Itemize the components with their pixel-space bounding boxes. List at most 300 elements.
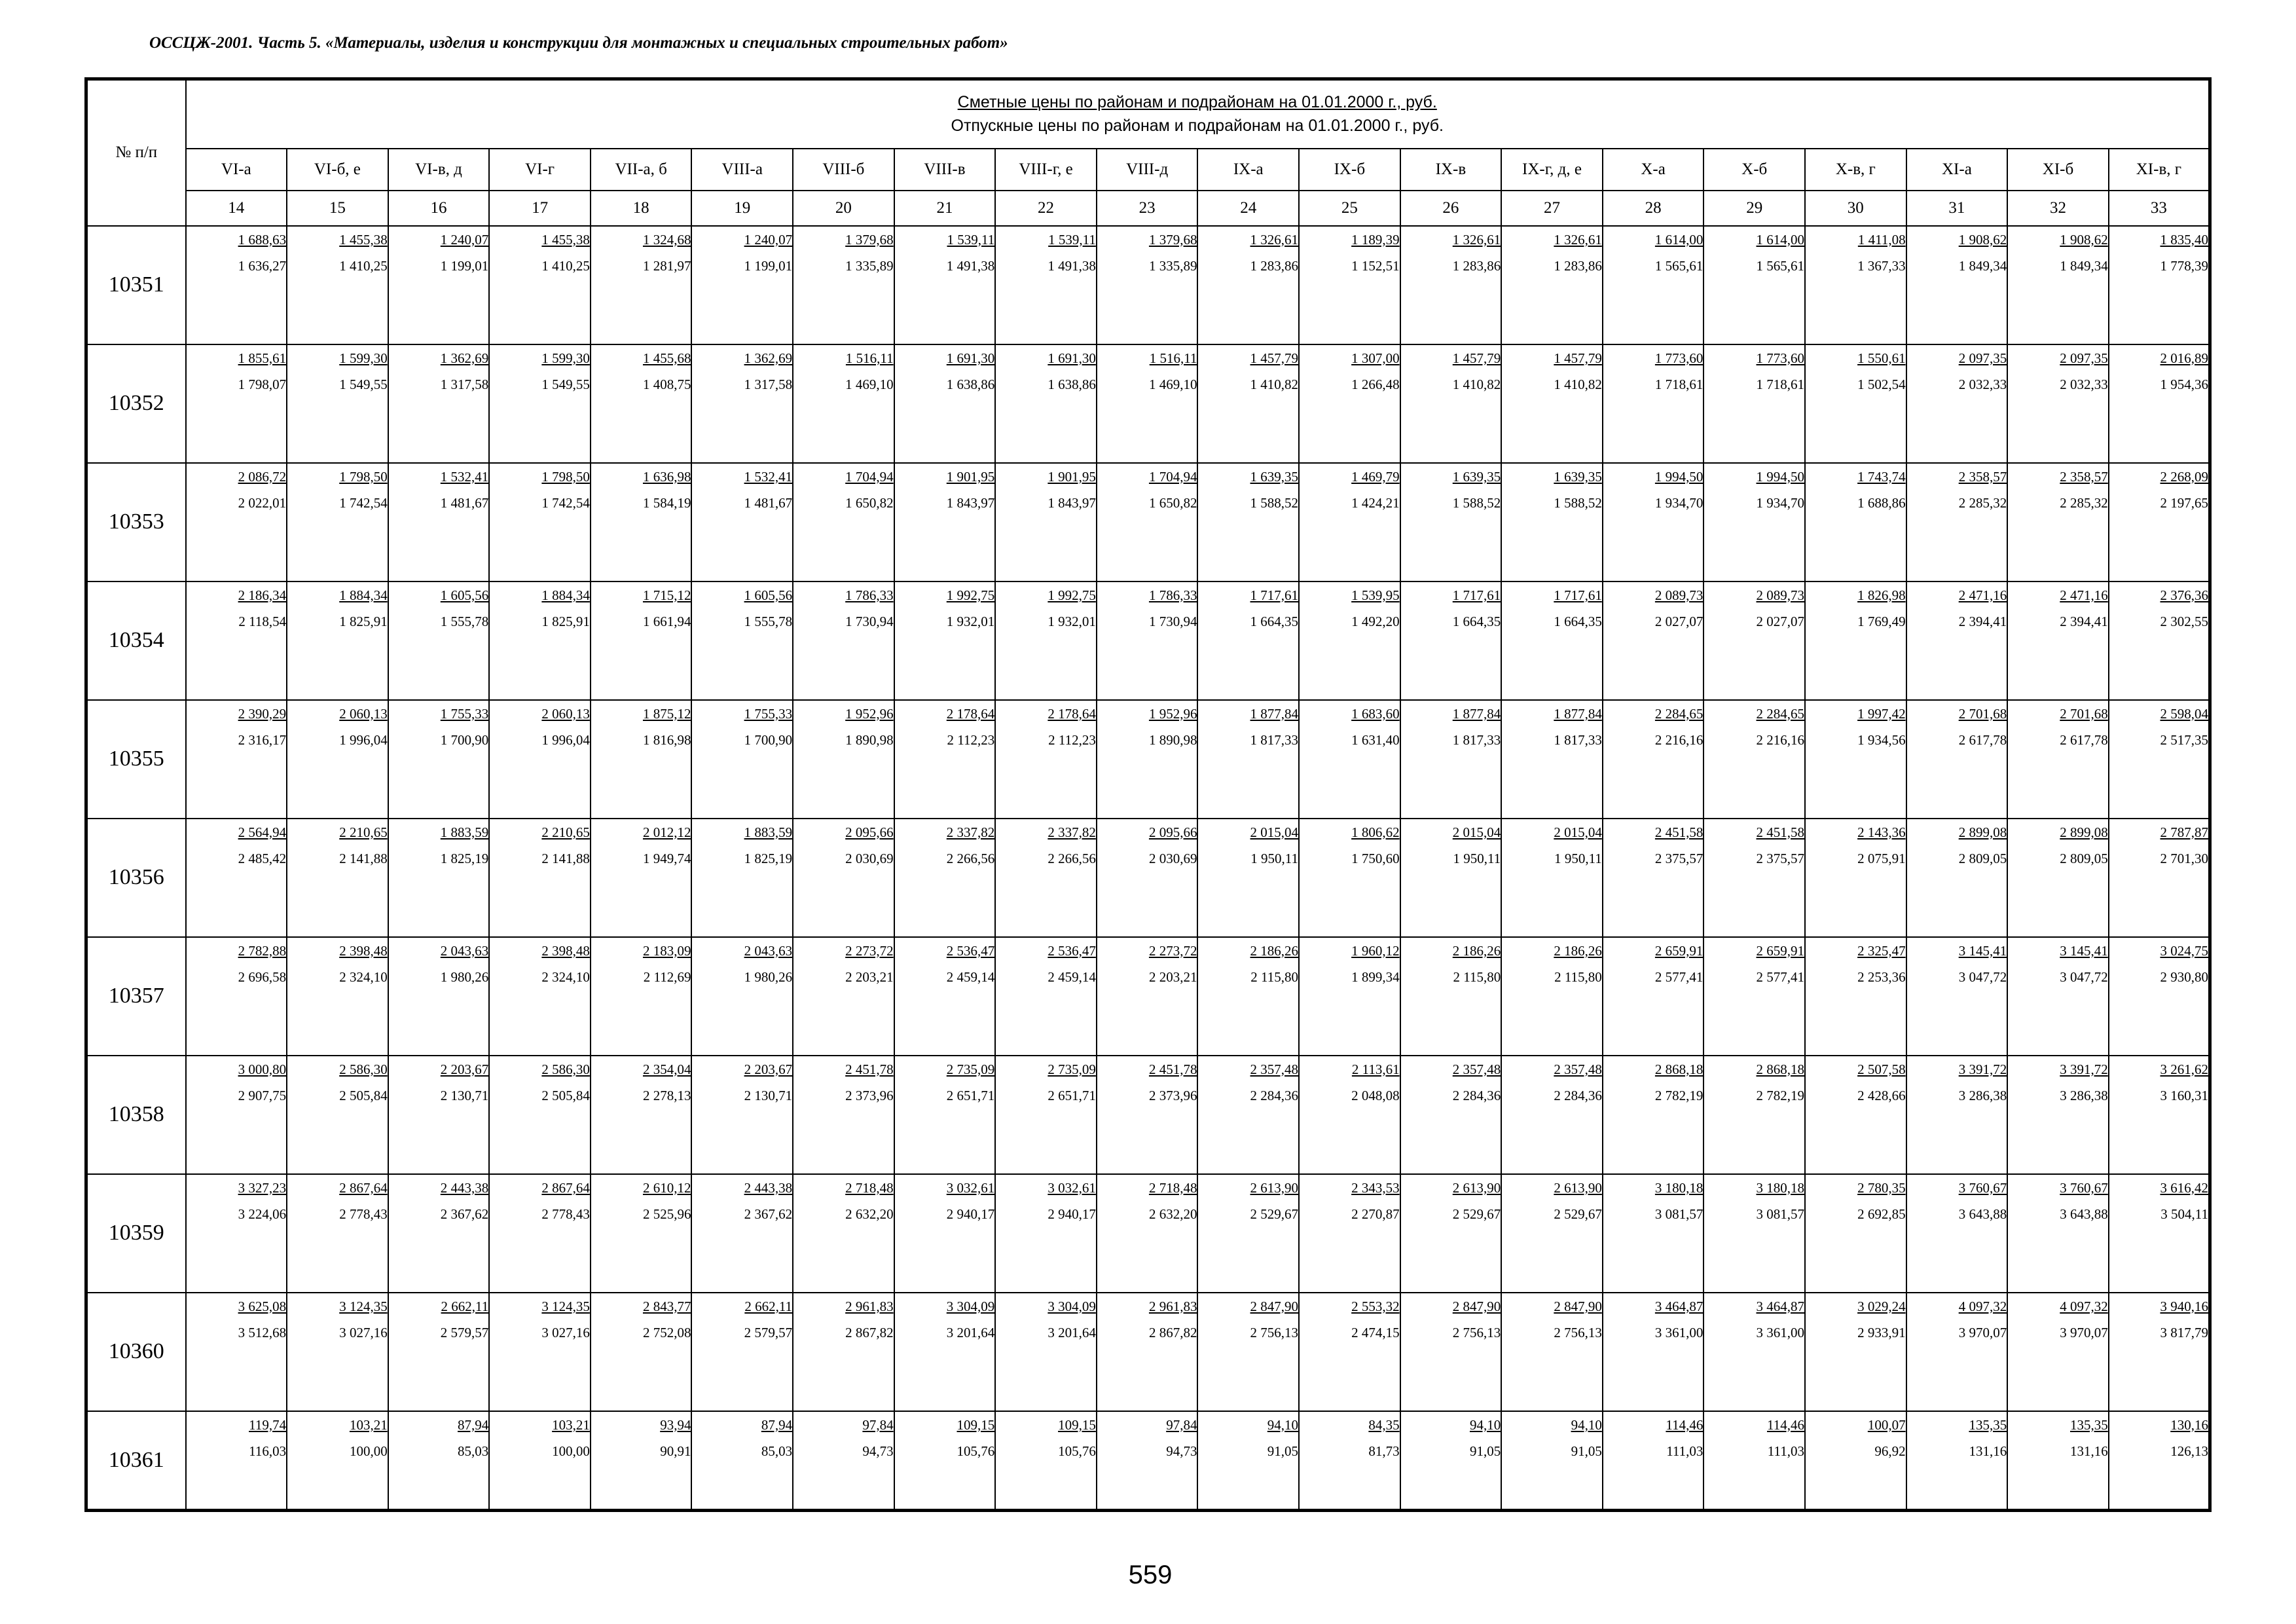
release-price: 2 756,13 bbox=[1250, 1324, 1299, 1340]
release-price: 2 756,13 bbox=[1554, 1324, 1602, 1340]
price-cell bbox=[591, 700, 692, 819]
release-price: 1 932,01 bbox=[946, 613, 995, 629]
estimate-price: 3 180,18 bbox=[1756, 1179, 1804, 1196]
price-cell bbox=[388, 1293, 490, 1411]
price-cell bbox=[691, 226, 793, 344]
release-price: 2 517,35 bbox=[2160, 731, 2208, 748]
column-number: 29 bbox=[1704, 191, 1805, 226]
estimate-price: 3 024,75 bbox=[2160, 942, 2208, 959]
release-price: 2 505,84 bbox=[541, 1087, 590, 1103]
table-row bbox=[86, 226, 2210, 344]
estimate-price: 2 089,73 bbox=[1756, 587, 1804, 603]
estimate-price: 1 379,68 bbox=[1148, 231, 1197, 248]
release-price: 1 825,91 bbox=[339, 613, 388, 629]
price-cell bbox=[287, 463, 388, 581]
release-price: 1 899,34 bbox=[1351, 969, 1400, 985]
estimate-price: 103,21 bbox=[552, 1416, 590, 1433]
release-price: 1 843,97 bbox=[946, 494, 995, 511]
release-price: 2 302,55 bbox=[2160, 613, 2208, 629]
release-price: 1 492,20 bbox=[1351, 613, 1400, 629]
price-cell bbox=[2007, 226, 2109, 344]
price-cell bbox=[388, 581, 490, 700]
estimate-price: 94,10 bbox=[1571, 1416, 1602, 1433]
release-price: 2 525,96 bbox=[642, 1206, 691, 1222]
price-cell bbox=[1704, 1411, 1805, 1511]
price-cell bbox=[1906, 463, 2008, 581]
estimate-price: 2 357,48 bbox=[1554, 1061, 1602, 1077]
price-cell bbox=[691, 1411, 793, 1511]
price-cell bbox=[995, 819, 1097, 937]
release-price: 2 529,67 bbox=[1554, 1206, 1602, 1222]
column-number: 25 bbox=[1299, 191, 1400, 226]
estimate-price: 94,10 bbox=[1469, 1416, 1501, 1433]
release-price: 85,03 bbox=[458, 1443, 489, 1459]
estimate-price: 2 186,26 bbox=[1554, 942, 1602, 959]
price-cell bbox=[1906, 581, 2008, 700]
release-price: 2 284,36 bbox=[1452, 1087, 1501, 1103]
price-cell bbox=[793, 1056, 894, 1174]
release-price: 2 617,78 bbox=[1958, 731, 2007, 748]
release-price: 2 373,96 bbox=[845, 1087, 894, 1103]
estimate-price: 1 798,50 bbox=[339, 468, 388, 485]
release-price: 91,05 bbox=[1571, 1443, 1602, 1459]
column-number: 30 bbox=[1805, 191, 1906, 226]
release-price: 3 081,57 bbox=[1756, 1206, 1804, 1222]
release-price: 2 203,21 bbox=[845, 969, 894, 985]
np-header: № п/п bbox=[86, 79, 186, 226]
price-cell bbox=[2109, 463, 2210, 581]
release-price: 1 664,35 bbox=[1554, 613, 1602, 629]
price-cell bbox=[1501, 581, 1603, 700]
price-cell bbox=[186, 819, 287, 937]
item-code: 10358 bbox=[86, 1056, 186, 1174]
table-body bbox=[86, 226, 2210, 1511]
release-price: 2 022,01 bbox=[238, 494, 287, 511]
release-price: 1 849,34 bbox=[1958, 257, 2007, 274]
estimate-price: 4 097,32 bbox=[2060, 1298, 2108, 1314]
price-cell bbox=[1906, 226, 2008, 344]
column-number: 26 bbox=[1400, 191, 1502, 226]
price-cell bbox=[2109, 1293, 2210, 1411]
price-cell bbox=[186, 344, 287, 463]
release-price: 1 950,11 bbox=[1554, 850, 1602, 866]
price-cell bbox=[1299, 1174, 1400, 1293]
release-price: 3 643,88 bbox=[2060, 1206, 2108, 1222]
estimate-price: 2 343,53 bbox=[1351, 1179, 1400, 1196]
price-cell bbox=[287, 819, 388, 937]
price-cell bbox=[1501, 344, 1603, 463]
estimate-price: 2 553,32 bbox=[1351, 1298, 1400, 1314]
estimate-price: 1 688,63 bbox=[238, 231, 287, 248]
release-price: 2 375,57 bbox=[1756, 850, 1804, 866]
release-price: 1 549,55 bbox=[339, 376, 388, 392]
estimate-price: 1 455,38 bbox=[339, 231, 388, 248]
price-cell bbox=[894, 819, 996, 937]
price-cell bbox=[489, 1056, 591, 1174]
release-price: 3 027,16 bbox=[339, 1324, 388, 1340]
price-cell bbox=[1805, 581, 1906, 700]
price-cell bbox=[186, 937, 287, 1056]
release-price: 1 481,67 bbox=[440, 494, 489, 511]
release-price: 105,76 bbox=[1058, 1443, 1096, 1459]
estimate-price: 1 883,59 bbox=[440, 824, 489, 840]
estimate-price: 1 550,61 bbox=[1857, 350, 1906, 366]
release-price: 1 661,94 bbox=[642, 613, 691, 629]
estimate-price: 3 616,42 bbox=[2160, 1179, 2208, 1196]
release-price: 2 316,17 bbox=[238, 731, 287, 748]
release-price: 2 115,80 bbox=[1250, 969, 1299, 985]
price-cell bbox=[1097, 1411, 1198, 1511]
price-cell bbox=[2007, 344, 2109, 463]
release-price: 1 718,61 bbox=[1756, 376, 1804, 392]
region-header: IX-б bbox=[1299, 149, 1400, 191]
price-cell bbox=[186, 1411, 287, 1511]
estimate-price: 1 691,30 bbox=[1048, 350, 1096, 366]
release-price: 2 278,13 bbox=[642, 1087, 691, 1103]
price-cell bbox=[1805, 819, 1906, 937]
estimate-price: 2 095,66 bbox=[845, 824, 894, 840]
price-cell bbox=[793, 344, 894, 463]
region-header: IX-а bbox=[1197, 149, 1299, 191]
price-cell bbox=[1400, 581, 1502, 700]
price-cell bbox=[793, 1411, 894, 1511]
release-price: 3 361,00 bbox=[1756, 1324, 1804, 1340]
price-cell bbox=[1501, 1411, 1603, 1511]
price-cell bbox=[1805, 700, 1906, 819]
estimate-price: 2 015,04 bbox=[1452, 824, 1501, 840]
price-cell bbox=[1805, 463, 1906, 581]
price-cell bbox=[1906, 1293, 2008, 1411]
estimate-price: 1 539,11 bbox=[947, 231, 995, 248]
release-price: 2 118,54 bbox=[238, 613, 287, 629]
region-header: VIII-б bbox=[793, 149, 894, 191]
price-cell bbox=[995, 463, 1097, 581]
release-price: 2 577,41 bbox=[1654, 969, 1704, 985]
estimate-price: 2 337,82 bbox=[1048, 824, 1096, 840]
release-price: 1 367,33 bbox=[1857, 257, 1906, 274]
estimate-price: 2 183,09 bbox=[642, 942, 691, 959]
release-price: 2 032,33 bbox=[1958, 376, 2007, 392]
price-cell bbox=[1197, 581, 1299, 700]
estimate-price: 1 326,61 bbox=[1250, 231, 1299, 248]
release-price: 2 577,41 bbox=[1756, 969, 1804, 985]
release-price: 1 152,51 bbox=[1351, 257, 1400, 274]
estimate-price: 1 636,98 bbox=[642, 468, 691, 485]
price-cell bbox=[894, 1411, 996, 1511]
release-price: 111,03 bbox=[1767, 1443, 1804, 1459]
estimate-price: 3 304,09 bbox=[1048, 1298, 1096, 1314]
column-number: 27 bbox=[1501, 191, 1603, 226]
release-price: 2 930,80 bbox=[2160, 969, 2208, 985]
price-cell bbox=[1603, 344, 1704, 463]
item-code: 10359 bbox=[86, 1174, 186, 1293]
release-price: 96,92 bbox=[1874, 1443, 1906, 1459]
price-cell bbox=[1501, 819, 1603, 937]
estimate-price: 2 358,57 bbox=[1958, 468, 2007, 485]
estimate-price: 87,94 bbox=[458, 1416, 489, 1433]
release-price: 3 201,64 bbox=[1048, 1324, 1096, 1340]
release-price: 2 940,17 bbox=[946, 1206, 995, 1222]
release-price: 2 459,14 bbox=[946, 969, 995, 985]
release-price: 2 394,41 bbox=[1958, 613, 2007, 629]
release-price: 2 324,10 bbox=[339, 969, 388, 985]
price-cell bbox=[894, 226, 996, 344]
release-price: 2 253,36 bbox=[1857, 969, 1906, 985]
estimate-price: 1 884,34 bbox=[339, 587, 388, 603]
release-price: 2 030,69 bbox=[845, 850, 894, 866]
estimate-price: 1 639,35 bbox=[1554, 468, 1602, 485]
estimate-price: 2 186,34 bbox=[238, 587, 287, 603]
estimate-price: 3 760,67 bbox=[1958, 1179, 2007, 1196]
estimate-price: 2 284,65 bbox=[1654, 705, 1704, 722]
estimate-price: 2 284,65 bbox=[1756, 705, 1804, 722]
estimate-price: 2 451,58 bbox=[1654, 824, 1704, 840]
estimate-price: 2 701,68 bbox=[1958, 705, 2007, 722]
price-cell bbox=[1906, 1174, 2008, 1293]
release-price: 1 718,61 bbox=[1654, 376, 1704, 392]
release-price: 2 130,71 bbox=[440, 1087, 489, 1103]
price-cell bbox=[793, 581, 894, 700]
estimate-price: 1 411,08 bbox=[1857, 231, 1906, 248]
price-cell bbox=[591, 819, 692, 937]
estimate-price: 2 089,73 bbox=[1654, 587, 1704, 603]
release-price: 3 201,64 bbox=[946, 1324, 995, 1340]
price-cell bbox=[1603, 1411, 1704, 1511]
release-price: 111,03 bbox=[1666, 1443, 1704, 1459]
release-price: 1 700,90 bbox=[744, 731, 793, 748]
release-price: 1 283,86 bbox=[1250, 257, 1299, 274]
estimate-price: 119,74 bbox=[249, 1416, 287, 1433]
release-price: 2 203,21 bbox=[1148, 969, 1197, 985]
estimate-price: 2 662,11 bbox=[441, 1298, 489, 1314]
price-cell bbox=[489, 1411, 591, 1511]
price-cell bbox=[186, 1293, 287, 1411]
price-cell bbox=[1805, 937, 1906, 1056]
price-cell bbox=[1400, 1293, 1502, 1411]
price-cell bbox=[1299, 819, 1400, 937]
estimate-price: 2 718,48 bbox=[845, 1179, 894, 1196]
estimate-price: 1 326,61 bbox=[1452, 231, 1501, 248]
price-cell bbox=[894, 581, 996, 700]
release-price: 3 361,00 bbox=[1654, 1324, 1704, 1340]
region-header: VIII-а bbox=[691, 149, 793, 191]
price-cell bbox=[1400, 937, 1502, 1056]
estimate-price: 135,35 bbox=[1969, 1416, 2007, 1433]
release-price: 1 816,98 bbox=[642, 731, 691, 748]
price-cell bbox=[388, 1411, 490, 1511]
estimate-price: 3 464,87 bbox=[1654, 1298, 1704, 1314]
estimate-price: 1 997,42 bbox=[1857, 705, 1906, 722]
estimate-price: 2 095,66 bbox=[1148, 824, 1197, 840]
price-cell bbox=[1400, 700, 1502, 819]
estimate-price: 2 337,82 bbox=[946, 824, 995, 840]
release-price: 1 650,82 bbox=[845, 494, 894, 511]
estimate-price: 2 210,65 bbox=[339, 824, 388, 840]
release-price: 2 651,71 bbox=[946, 1087, 995, 1103]
estimate-price: 2 961,83 bbox=[845, 1298, 894, 1314]
release-price: 1 408,75 bbox=[642, 376, 691, 392]
item-code: 10355 bbox=[86, 700, 186, 819]
price-cell bbox=[591, 226, 692, 344]
price-cell bbox=[287, 937, 388, 1056]
estimate-price: 3 124,35 bbox=[339, 1298, 388, 1314]
column-number: 14 bbox=[186, 191, 287, 226]
price-cell bbox=[1906, 819, 2008, 937]
estimate-price: 93,94 bbox=[660, 1416, 691, 1433]
price-cell bbox=[388, 226, 490, 344]
estimate-price: 2 376,36 bbox=[2160, 587, 2208, 603]
release-price: 100,00 bbox=[349, 1443, 388, 1459]
price-cell bbox=[2007, 1174, 2109, 1293]
estimate-price: 1 683,60 bbox=[1351, 705, 1400, 722]
release-price: 1 817,33 bbox=[1250, 731, 1299, 748]
release-price: 2 809,05 bbox=[2060, 850, 2108, 866]
release-price: 131,16 bbox=[1969, 1443, 2007, 1459]
estimate-price: 87,94 bbox=[761, 1416, 793, 1433]
release-price: 1 742,54 bbox=[541, 494, 590, 511]
release-price: 1 934,70 bbox=[1654, 494, 1704, 511]
release-price: 2 266,56 bbox=[946, 850, 995, 866]
release-price: 1 950,11 bbox=[1453, 850, 1501, 866]
estimate-price: 1 826,98 bbox=[1857, 587, 1906, 603]
price-cell bbox=[1603, 463, 1704, 581]
release-price: 1 890,98 bbox=[1148, 731, 1197, 748]
release-price: 1 317,58 bbox=[440, 376, 489, 392]
estimate-price: 2 178,64 bbox=[1048, 705, 1096, 722]
release-price: 2 112,69 bbox=[643, 969, 691, 985]
release-price: 2 632,20 bbox=[845, 1206, 894, 1222]
estimate-price: 1 835,40 bbox=[2160, 231, 2208, 248]
price-cell bbox=[388, 1056, 490, 1174]
price-cell bbox=[1704, 700, 1805, 819]
region-header: X-в, г bbox=[1805, 149, 1906, 191]
release-price: 3 286,38 bbox=[2060, 1087, 2108, 1103]
region-header: IX-в bbox=[1400, 149, 1502, 191]
estimate-price: 2 659,91 bbox=[1756, 942, 1804, 959]
release-price: 2 696,58 bbox=[238, 969, 287, 985]
estimate-price: 3 304,09 bbox=[946, 1298, 995, 1314]
column-number: 20 bbox=[793, 191, 894, 226]
price-cell bbox=[1097, 937, 1198, 1056]
estimate-price: 2 016,89 bbox=[2160, 350, 2208, 366]
price-cell bbox=[2109, 1174, 2210, 1293]
region-header: X-б bbox=[1704, 149, 1805, 191]
estimate-price: 2 210,65 bbox=[541, 824, 590, 840]
estimate-price: 1 516,11 bbox=[845, 350, 894, 366]
estimate-price: 1 614,00 bbox=[1654, 231, 1704, 248]
release-price: 2 130,71 bbox=[744, 1087, 793, 1103]
price-cell bbox=[1805, 1411, 1906, 1511]
estimate-price: 2 780,35 bbox=[1857, 1179, 1906, 1196]
estimate-price: 2 843,77 bbox=[642, 1298, 691, 1314]
release-price: 1 317,58 bbox=[744, 376, 793, 392]
price-cell bbox=[1097, 1293, 1198, 1411]
estimate-price: 2 012,12 bbox=[642, 824, 691, 840]
release-price: 2 505,84 bbox=[339, 1087, 388, 1103]
price-cell bbox=[1704, 819, 1805, 937]
release-price: 1 798,07 bbox=[238, 376, 287, 392]
estimate-price: 114,46 bbox=[1666, 1416, 1704, 1433]
table-row bbox=[86, 1056, 2210, 1174]
estimate-price: 2 443,38 bbox=[744, 1179, 793, 1196]
estimate-price: 2 451,78 bbox=[1148, 1061, 1197, 1077]
release-price: 1 584,19 bbox=[642, 494, 691, 511]
release-price: 1 555,78 bbox=[440, 613, 489, 629]
estimate-price: 3 464,87 bbox=[1756, 1298, 1804, 1314]
estimate-price: 2 847,90 bbox=[1554, 1298, 1602, 1314]
price-cell bbox=[1704, 226, 1805, 344]
estimate-price: 2 564,94 bbox=[238, 824, 287, 840]
price-cell bbox=[691, 1174, 793, 1293]
price-cell bbox=[691, 1056, 793, 1174]
region-header: IX-г, д, е bbox=[1501, 149, 1603, 191]
release-price: 94,73 bbox=[1166, 1443, 1197, 1459]
release-price: 1 730,94 bbox=[1148, 613, 1197, 629]
estimate-price: 2 178,64 bbox=[946, 705, 995, 722]
release-price: 2 375,57 bbox=[1654, 850, 1704, 866]
estimate-price: 1 240,07 bbox=[744, 231, 793, 248]
estimate-price: 2 398,48 bbox=[541, 942, 590, 959]
estimate-price: 1 743,74 bbox=[1857, 468, 1906, 485]
price-cell bbox=[691, 344, 793, 463]
price-cell bbox=[1097, 1174, 1198, 1293]
estimate-price: 1 786,33 bbox=[845, 587, 894, 603]
price-cell bbox=[489, 1293, 591, 1411]
price-cell bbox=[894, 937, 996, 1056]
price-cell bbox=[1299, 463, 1400, 581]
release-price: 116,03 bbox=[249, 1443, 287, 1459]
release-price: 105,76 bbox=[957, 1443, 995, 1459]
estimate-price: 1 326,61 bbox=[1554, 231, 1602, 248]
release-price: 1 588,52 bbox=[1452, 494, 1501, 511]
release-price: 3 027,16 bbox=[541, 1324, 590, 1340]
release-price: 3 504,11 bbox=[2160, 1206, 2208, 1222]
price-cell bbox=[995, 1056, 1097, 1174]
release-price: 2 617,78 bbox=[2060, 731, 2108, 748]
release-price: 1 700,90 bbox=[440, 731, 489, 748]
release-price: 90,91 bbox=[660, 1443, 691, 1459]
estimate-price: 2 354,04 bbox=[642, 1061, 691, 1077]
price-cell bbox=[489, 937, 591, 1056]
table-row bbox=[86, 1411, 2210, 1511]
column-number: 17 bbox=[489, 191, 591, 226]
price-cell bbox=[489, 463, 591, 581]
region-header: VI-а bbox=[186, 149, 287, 191]
release-price: 1 410,82 bbox=[1452, 376, 1501, 392]
release-price: 2 782,19 bbox=[1654, 1087, 1704, 1103]
price-cell bbox=[1603, 581, 1704, 700]
estimate-price: 114,46 bbox=[1767, 1416, 1804, 1433]
estimate-price: 2 060,13 bbox=[541, 705, 590, 722]
release-price: 1 954,36 bbox=[2160, 376, 2208, 392]
price-cell bbox=[2007, 937, 2109, 1056]
page-number: 559 bbox=[1128, 1560, 1173, 1589]
region-header: VIII-г, е bbox=[995, 149, 1097, 191]
estimate-price: 1 773,60 bbox=[1654, 350, 1704, 366]
price-cell bbox=[186, 1056, 287, 1174]
estimate-price: 2 451,78 bbox=[845, 1061, 894, 1077]
estimate-price: 2 186,26 bbox=[1452, 942, 1501, 959]
table-row bbox=[86, 581, 2210, 700]
column-number: 23 bbox=[1097, 191, 1198, 226]
price-cell bbox=[1805, 1056, 1906, 1174]
release-price: 81,73 bbox=[1368, 1443, 1400, 1459]
region-header-row bbox=[86, 149, 2210, 191]
release-price: 1 996,04 bbox=[339, 731, 388, 748]
price-cell bbox=[287, 1174, 388, 1293]
release-price: 2 756,13 bbox=[1452, 1324, 1501, 1340]
estimate-price: 2 586,30 bbox=[541, 1061, 590, 1077]
